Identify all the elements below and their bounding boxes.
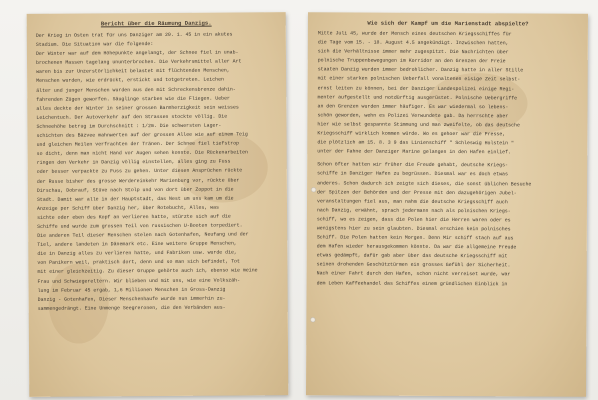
text-line: Tiel, andere landeten in Dänemark etc. Eine weitere Gruppe Menschen,: [37, 241, 237, 248]
text-line: Schiff. Die Polen hatten kein Morgen. Denn Mir schiff stach auf aus: [316, 235, 514, 242]
page-title: Wie sich der Kampf um die Marienstadt abspielte?: [367, 19, 529, 28]
punch-hole: [311, 187, 316, 192]
text-line: ernst leiten zu können, bei der Danziger Landespolizei einige Regi-: [317, 85, 515, 92]
text-line: alles deckte der Winter in seiner grossen Barmherzigkeit sein weisses: [36, 105, 239, 112]
text-line: sammengedrängt. Eine Unmenge Seegreronen, die den Verbänden aus-: [37, 305, 226, 312]
text-line: seinen drohenden Geschütztürmen ein grosses Gefühl der Sicherheit.: [316, 262, 511, 269]
text-line: etwas gedämpft, dafür gab aber über das deutsche Kriegsschiff mit: [316, 253, 508, 260]
text-line: Danzig - Gotenhafen, Dieser Menschenhaufe wurde nun immerhin zu-: [37, 296, 226, 303]
text-line: von Panikern weil, praktisch dort, denn und so man sich befindet, Tot: [37, 259, 240, 267]
text-line: staaten Danzig wurden immer bedrohlicher. Danzig hatte in aller Stille: [317, 67, 524, 74]
text-line: oder besser verpackte zu Fuss zu gehen. Unter diesen Ansprüchen rückte: [36, 168, 243, 176]
text-line: Dirschau, Dobrauf, Stüve nach Stolp und von dort über Zoppot in die: [36, 187, 234, 194]
text-line: Stadt. Damit war alle in der Hauptstadt, das Nest um uns kam um die: [36, 196, 234, 203]
text-line: älter und junger Menschen wurden aus den mit Schreckensbrenze dahin-: [36, 87, 236, 94]
text-line: brochenen Massen tagelang ununterbrochen. Die Verkehrsmittel aller Art: [35, 59, 242, 67]
text-line: ringen den Verkehr in Danzig völlig einstellen, alles ging zu Fuss: [36, 159, 231, 167]
text-line: schön geworden, wehn es Polizei Verwundete gab. Da herrschte aber: [317, 113, 509, 120]
text-line: Anzeige per Schiff über Danzig her, über Rotebucht, Alles, was: [37, 205, 220, 212]
text-line: schiffe in Danziger Hafen zu begrüssen. Diesmal war es doch etwas: [317, 171, 508, 178]
text-line: Schon öfter hatten wir früher die Freude gehabt, deutsche Kriegs-: [317, 162, 508, 169]
text-line: wenigstens hier zu sein glaubten. Diesmal erschien kein polnisches: [316, 226, 511, 233]
text-line: veranstaltungen fiel aus, man nahm die deutsche Kriegsschiff auch: [317, 199, 508, 206]
text-line: Frau und Schwiegereltern. Wir blieben und mit uns, wie eine Volkszäh-: [37, 277, 241, 285]
text-line: die plötzlich am 15. 8. 3 9 das Linienschiff " Schleswig Holstein ": [317, 140, 514, 147]
text-line: Mitte Juli 45, wurde der Mensch eines deutschen Kriegsschiffes für: [317, 31, 512, 38]
text-line: Schiffe und wurde zum grossen Teil von russischen U-Booten torpediert.: [37, 223, 243, 230]
text-line: polnische Truppenbewegungen im Korridor an den Grenzen der Freie: [317, 58, 506, 65]
text-line: mit einer gleichzeitig. Zu dieser Gruppe gehörte auch ich, ebenso wie meine: [37, 268, 258, 276]
text-line: unter der Fahne der Danziger Marine gelangen in den Hafen einlief.: [317, 149, 511, 156]
text-line: und gleichen Meilen verfrachten der Tränen. Der Schnee fiel tiefstrop: [36, 141, 240, 148]
text-line: die in Danzig alles zu verlieren hatte, und Fabriken usw. wurde die,: [37, 250, 237, 258]
text-line: dem Hafen wieder herausgekommen könnte. Da war die allgemeine Freude: [316, 244, 517, 251]
text-line: so dicht, denn man nicht Hand vor Augen sehen konnte. Die Rückenarbeiten: [36, 150, 248, 158]
text-line: Die anderen Teil dieser Menschen stelen nach Gotenhafen, Neufang und der: [37, 232, 249, 239]
document-page-left: [27, 12, 289, 397]
text-line: an den Grenzen wurden immer häufiger. Es war wiedermal so lebens-: [317, 104, 509, 111]
text-line: lung im Februar 45 ergab, 1,6 Millionen Menschen in Gross-Danzig: [37, 287, 226, 294]
text-line: Der Winter war auf dem Höhepunkte angelangt, der Schnee fiel in unab-: [35, 50, 239, 58]
text-line: fahrenden Zügen geworfen. Säuglinge starben wie die Fliegen. Ueber: [36, 96, 230, 103]
punch-hole: [310, 317, 315, 322]
text-line: sichte oder eben des Kopf an verlieren hatte, stürzte sich auf die: [37, 214, 231, 221]
text-line: waren bis zur Unzerstörlichkeit belastet mit flüchtenden Menschen,: [36, 68, 230, 76]
text-line: menter aufgestellt und notdürftig ausgerüstet. Polnische Uebergriffe: [317, 94, 518, 102]
document-page-right: [306, 12, 588, 396]
text-line: schichten des Bäzvee mahnwerten auf der grossen Allee wie auf einem Teig: [36, 132, 248, 139]
text-line: sich die Verhältnisse immer mehr zugespitzt. Die Nachrichten über: [317, 49, 509, 56]
text-line: mit einer starken polnischen Ueberfall vonaltenen eisige Zeit selbst-: [317, 76, 521, 83]
typed-text-body: [36, 30, 280, 314]
text-line: Kriegsschiff wirklich kommen würde. Wo es gehoer war die Presse,: [317, 131, 506, 138]
text-line: die Tage vom 15. - 18. August 4.5 angekündigt. Inzwischen hatten,: [317, 40, 509, 47]
text-line: schiff, wo es zeigen, dass die Polen hier die Herren waren oder es: [316, 217, 511, 224]
text-line: Leichentuch. Der Autoverkehr auf den Strassen stockte völlig. Die: [36, 114, 228, 121]
text-line: der Spitzen der Behörden und der Presse mit den dazugehörigen Jubel-: [317, 189, 517, 196]
text-line: hier wie selbst gespannte Stimmung und man zweifelte, ob das deutsche: [317, 122, 520, 129]
page-title: Bericht über die Räumung Danzigs.: [100, 19, 212, 28]
text-line: Nach einer Fahrt durch den Hafen, schon nicht verreiset wurde, war: [316, 271, 511, 278]
typed-text-body: [317, 29, 579, 289]
text-line: dem Leben Kaffeehandel das Schiffes einem gründlichen Einblick in: [316, 280, 508, 287]
text-line: anderes. Schon dadurch ich zeigte sich dieses, die sonst üblichen Besuche: [317, 180, 532, 187]
text-line: Stadium. Die Situation war die folgende:: [35, 42, 154, 48]
text-line: nach Danzig, erwähnt, sprach jedermann nach als polnischen Kriegs-: [316, 208, 511, 215]
text-line: Der Krieg in Osten trat für uns Danziger am 20. 1. 45 in ein akutes: [35, 32, 233, 39]
text-line: der Russe bisher des grosse Werdereinkehr Marienburg vor, rückte über: [36, 177, 240, 185]
text-line: Schneehöhe betrug im Durchschnitt : 1/2m. Die schwersten Lager-: [36, 123, 222, 130]
text-line: Menschen wurden, wie erdrückt, erstickt und totgetreten. Leichen: [36, 78, 224, 85]
